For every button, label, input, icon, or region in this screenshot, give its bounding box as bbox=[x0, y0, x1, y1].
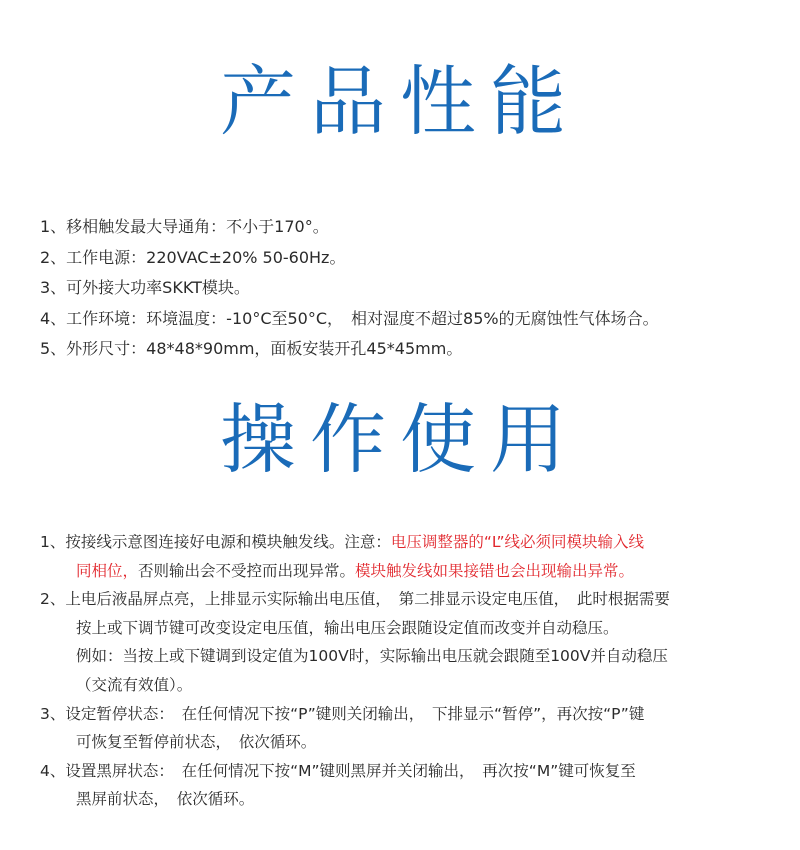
wiring-instruction-text: 1、按接线示意图连接好电源和模块触发线。注意： bbox=[40, 533, 391, 551]
operation-item-2-line-4: （交流有效值）。 bbox=[76, 675, 193, 694]
operation-item-1-line-1 bbox=[40, 528, 790, 557]
spec-item: 4、工作环境：环境温度：-10°C至50°C， 相对湿度不超过85%的无腐蚀性气体场合。 bbox=[40, 308, 659, 328]
section-title-operation: 操作使用 bbox=[220, 395, 580, 484]
section-title-performance: 产品性能 bbox=[220, 57, 580, 146]
spec-item: 1、移相触发最大导通角：不小于170°。 bbox=[40, 217, 329, 236]
phase-warning-text: 同相位， bbox=[76, 561, 139, 580]
spec-item: 2、工作电源：220VAC±20% 50-60Hz。 bbox=[40, 247, 346, 267]
spec-item: 5、外形尺寸：48*48*90mm，面板安装开孔45*45mm。 bbox=[40, 339, 463, 358]
operation-item-2-line-2: 按上或下调节键可改变设定电压值，输出电压会跟随设定值而改变并自动稳压。 bbox=[76, 618, 619, 637]
operation-item-4-line-2: 黑屏前状态， 依次循环。 bbox=[76, 790, 255, 809]
operation-item-1-line-2 bbox=[40, 557, 790, 586]
operation-item-2-line-1: 2、上电后液晶屏点亮，上排显示实际输出电压值， 第二排显示设定电压值， 此时根据需要 bbox=[40, 590, 670, 609]
spec-item: 3、可外接大功率SKKT模块。 bbox=[40, 278, 250, 297]
wiring-warning-text: 电压调整器的“L”线必须同模块输入线 bbox=[390, 533, 644, 551]
trigger-wiring-warning-text: 模块触发线如果接错也会出现输出异常。 bbox=[355, 561, 635, 580]
operation-item-4-line-1: 4、设置黑屏状态： 在任何情况下按“M”键则黑屏并关闭输出， 再次按“M”键可恢复至 bbox=[40, 761, 636, 780]
operation-item-3-line-2: 可恢复至暂停前状态， 依次循环。 bbox=[76, 733, 317, 752]
abnormal-output-text: 否则输出会不受控而出现异常。 bbox=[138, 561, 356, 580]
operation-item-3-line-1: 3、设定暂停状态： 在任何情况下按“P”键则关闭输出， 下排显示“暂停”，再次按“P”键 bbox=[40, 704, 645, 723]
operation-item-2-example: 例如：当按上或下键调到设定值为100V时，实际输出电压就会跟随至100V并自动稳压 bbox=[76, 647, 668, 666]
spec-list bbox=[40, 212, 790, 365]
operation-list bbox=[40, 528, 790, 814]
